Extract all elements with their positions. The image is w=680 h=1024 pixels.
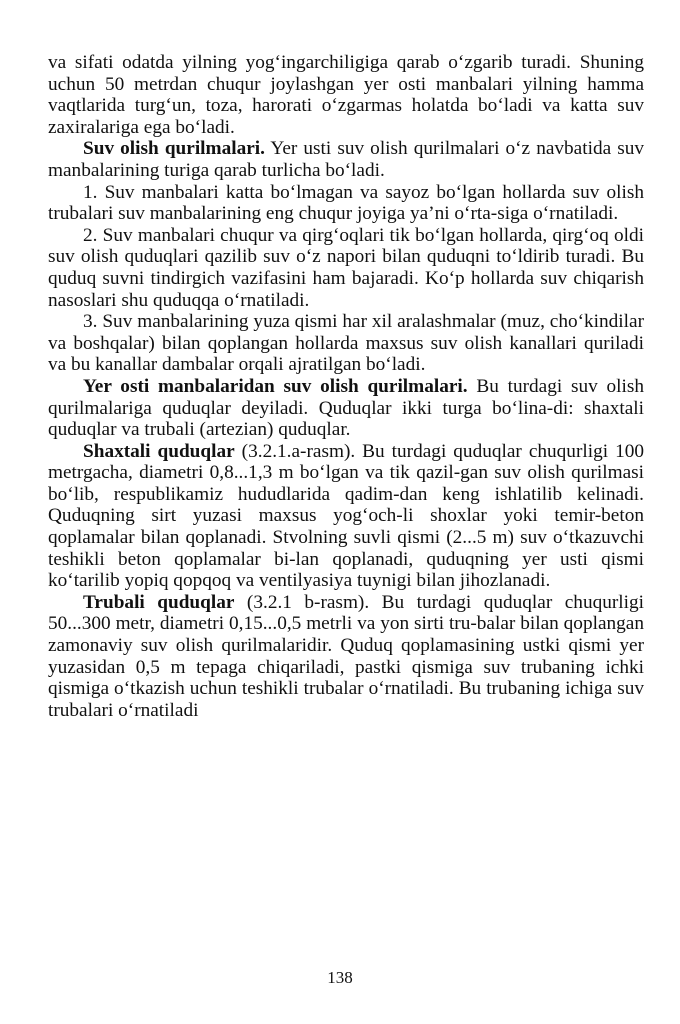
paragraph-text: 2. Suv manbalari chuqur va qirg‘oqlari tik bo‘lgan hollarda, qirg‘oq oldi suv olish quduqlari qazilib suv o‘z napori bilan quduqni to‘ldirib turadi. Bu quduq suvni tindirgich vazifasini ham bajaradi. Ko‘p hollarda suv chiqarish nasoslari shu quduqqa o‘rnatiladi. — [48, 224, 644, 311]
paragraph-tube-wells — [48, 592, 644, 722]
document-page — [48, 52, 644, 721]
paragraph-groundwater-intake — [48, 376, 644, 441]
paragraph-text: Bu turdagi suv olish qurilmalariga quduqlar deyiladi. Quduqlar ikki turga bo‘lina-di: shaxtali quduqlar va trubali (artezian) quduqlar. — [48, 375, 644, 441]
paragraph-text: Yer usti suv olish qurilmalari o‘z navbatida suv manbalarining turiga qarab turlicha bo‘ladi. — [48, 138, 645, 181]
paragraph-heading: Suv olish qurilmalari. — [83, 138, 265, 160]
page-number: 138 — [327, 968, 353, 987]
paragraph-text: va sifati odatda yilning yog‘ingarchiligiga qarab o‘zgarib turadi. Shuning uchun 50 metrdan chuqur joylashgan yer osti manbalari yilning hamma vaqtlarida turg‘un, toza, harorati o‘zgarmas holatda bo‘ladi va katta suv zaxiralariga ega bo‘ladi. — [48, 52, 644, 138]
paragraph-text: 3. Suv manbalarining yuza qismi har xil aralashmalar (muz, cho‘kindilar va boshqalar) bilan qoplangan hollarda maxsus suv olish kanallari quriladi va bu kanallar dambalar orqali ajratilgan bo‘ladi. — [48, 311, 644, 376]
paragraph-intro — [48, 52, 644, 138]
paragraph-surface-intake — [48, 138, 644, 181]
paragraph-item-3 — [48, 311, 644, 376]
paragraph-heading: Yer osti manbalaridan suv olish qurilmalari. — [83, 375, 468, 397]
paragraph-text: 1. Suv manbalari katta bo‘lmagan va sayoz bo‘lgan hollarda suv olish trubalari suv manbalarining eng chuqur joyiga ya’ni o‘rta-siga o‘rnatiladi. — [48, 181, 644, 225]
paragraph-heading: Shaxtali quduqlar — [83, 440, 235, 462]
paragraph-heading: Trubali quduqlar — [83, 591, 235, 613]
paragraph-shaft-wells — [48, 441, 644, 592]
paragraph-text: (3.2.1.a-rasm). Bu turdagi quduqlar chuqurligi 100 metrgacha, diametri 0,8...1,3 m bo‘lgan va tik qazil-gan suv olish qurilmasi bo‘lib, respublikamiz hududlarida qadim-dan keng ishlatilib kelinadi. Quduqning sirt yuzasi maxsus yog‘och-li shoxlar yoki temir-beton qoplamalar bilan qoplanadi. Stvolning suvli qismi (2...5 m) suv o‘tkazuvchi teshikli beton qoplamalar bi-lan qoplanadi, quduqning yer usti qismi ko‘tarilib yopiq qopqoq va ventilyasiya tuynigi bilan jihozlanadi. — [48, 440, 644, 592]
paragraph-text: (3.2.1 b-rasm). Bu turdagi quduqlar chuqurligi 50...300 metr, diametri 0,15...0,5 metrli va yon sirti tru-balar bilan qoplangan zamonaviy suv olish qurilmalaridir. Quduq qoplamasining ustki qismi yer yuzasidan 0,5 m tepaga chiqariladi, pastki qismiga suv trubaning ichki qismiga o‘tkazish uchun teshikli trubalar o‘rnatiladi. Bu trubaning ichiga suv trubalari o‘rnatiladi — [48, 591, 644, 721]
paragraph-item-1 — [48, 182, 644, 225]
paragraph-item-2 — [48, 225, 644, 311]
